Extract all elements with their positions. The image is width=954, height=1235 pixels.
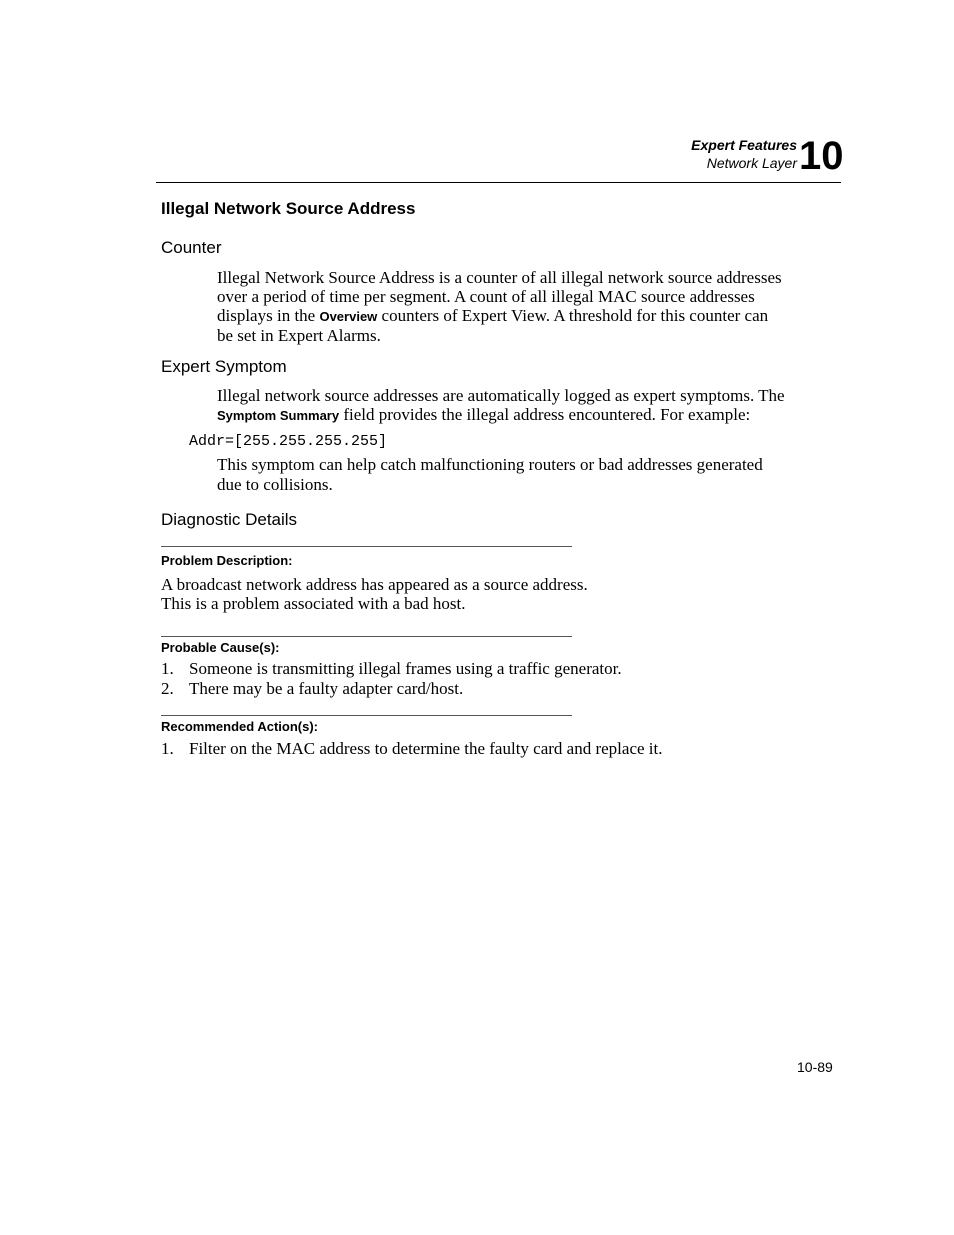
list-text: Filter on the MAC address to determine the faulty card and replace it. bbox=[189, 739, 663, 758]
expert-symptom-line-4: due to collisions. bbox=[217, 475, 333, 494]
counter-line-1: Illegal Network Source Address is a counter of all illegal network source addresses bbox=[217, 268, 782, 287]
expert-symptom-line-1: Illegal network source addresses are automatically logged as expert symptoms. The bbox=[217, 386, 785, 405]
counter-heading: Counter bbox=[161, 238, 222, 257]
code-example: Addr=[255.255.255.255] bbox=[189, 433, 388, 450]
expert-symptom-line-2-post: field provides the illegal address encountered. For example: bbox=[339, 405, 751, 424]
list-number: 2. bbox=[161, 679, 174, 698]
counter-line-4: be set in Expert Alarms. bbox=[217, 326, 381, 345]
list-item bbox=[161, 679, 622, 699]
expert-symptom-paragraph bbox=[217, 386, 785, 425]
expert-symptom-paragraph-2 bbox=[217, 455, 763, 495]
counter-paragraph bbox=[217, 268, 782, 345]
diagnostic-heading: Diagnostic Details bbox=[161, 510, 298, 529]
action-rule bbox=[161, 715, 572, 716]
action-label: Recommended Action(s): bbox=[161, 719, 318, 734]
problem-line-2: This is a problem associated with a bad host. bbox=[161, 594, 466, 613]
expert-symptom-heading: Expert Symptom bbox=[161, 357, 287, 376]
counter-line-3-post: counters of Expert View. A threshold for this counter can bbox=[377, 306, 769, 325]
section-title: Illegal Network Source Address bbox=[161, 199, 416, 218]
problem-label: Problem Description: bbox=[161, 553, 293, 568]
page-number: 10-89 bbox=[797, 1059, 833, 1075]
overview-term: Overview bbox=[319, 309, 378, 324]
problem-rule bbox=[161, 546, 572, 547]
cause-list bbox=[161, 659, 622, 699]
running-header-feature: Expert Features bbox=[691, 137, 797, 153]
expert-symptom-line-2 bbox=[217, 405, 785, 425]
counter-line-3-pre: displays in the bbox=[217, 306, 320, 325]
list-number: 1. bbox=[161, 739, 174, 758]
cause-label: Probable Cause(s): bbox=[161, 640, 280, 655]
header-rule bbox=[156, 182, 841, 183]
counter-line-2: over a period of time per segment. A count of all illegal MAC source addresses bbox=[217, 287, 755, 306]
list-text: Someone is transmitting illegal frames using a traffic generator. bbox=[189, 659, 622, 678]
running-header-section: Network Layer bbox=[706, 155, 797, 171]
cause-rule bbox=[161, 636, 572, 637]
list-item bbox=[161, 739, 663, 759]
action-list bbox=[161, 739, 663, 759]
chapter-number: 10 bbox=[799, 134, 844, 178]
list-text: There may be a faulty adapter card/host. bbox=[189, 679, 464, 698]
problem-line-1: A broadcast network address has appeared as a source address. bbox=[161, 575, 588, 594]
list-number: 1. bbox=[161, 659, 174, 678]
expert-symptom-line-3: This symptom can help catch malfunctioning routers or bad addresses generated bbox=[217, 455, 763, 474]
symptom-summary-term: Symptom Summary bbox=[217, 408, 340, 423]
list-item bbox=[161, 659, 622, 679]
problem-paragraph bbox=[161, 575, 588, 613]
counter-line-3 bbox=[217, 306, 782, 326]
